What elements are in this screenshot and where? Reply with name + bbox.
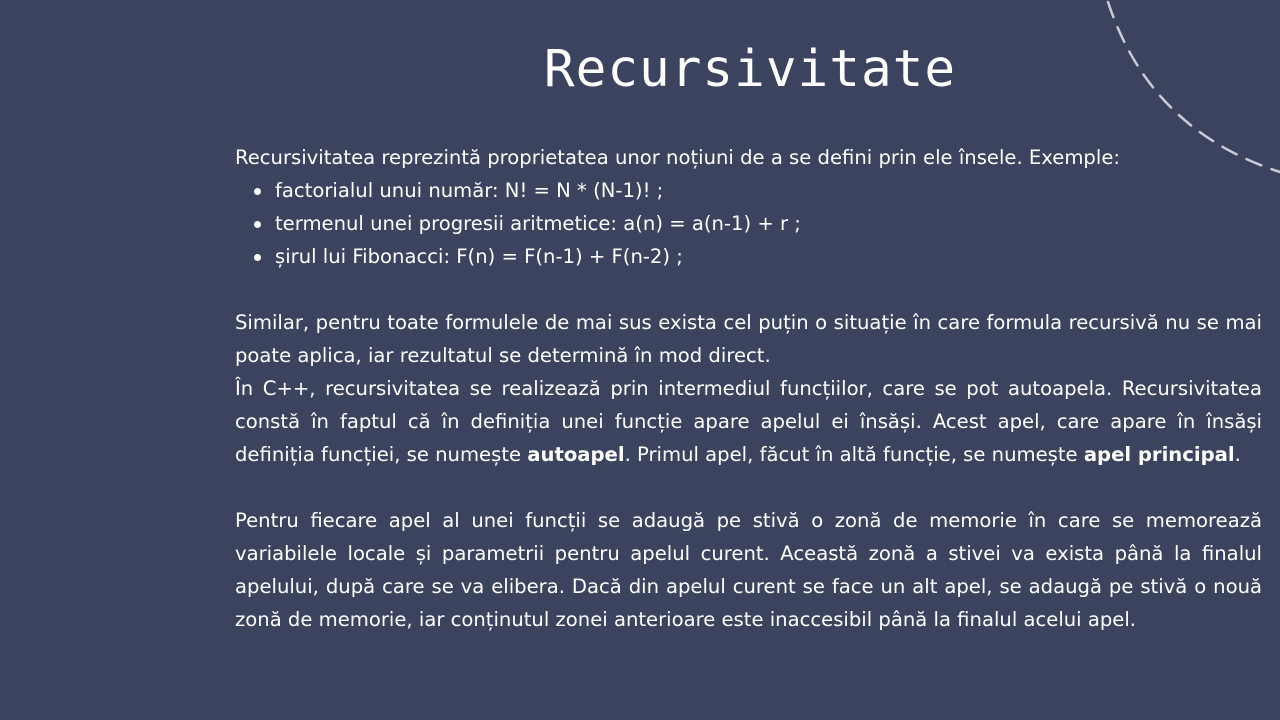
term-autoapel: autoapel	[527, 443, 625, 466]
paragraph-cpp	[235, 372, 1262, 471]
paragraph-cpp-text: În C++, recursivitatea se realizează prin intermediul funcțiilor, care se pot autoapela. Recursivitatea constă în faptul că în definiția unei funcție apare apelul ei însăși. Acest apel, care apare în însăși definiția funcției, se numește	[235, 377, 1262, 466]
intro-text: Recursivitatea reprezintă proprietatea unor noțiuni de a se defini prin ele însele. Exemple:	[235, 146, 1120, 169]
list-item: șirul lui Fibonacci: F(n) = F(n-1) + F(n-2) ;	[275, 240, 1262, 273]
slide-body	[235, 141, 1262, 636]
slide-title: Recursivitate	[543, 40, 957, 99]
paragraph-stack: Pentru fiecare apel al unei funcții se adaugă pe stivă o zonă de memorie în care se memorează variabilele locale și parametrii pentru apelul curent. Această zonă a stivei va exista până la finalul apelului, după care se va elibera. Dacă din apelul curent se face un alt apel, se adaugă pe stivă o nouă zonă de memorie, iar conținutul zonei anterioare este inaccesibil până la finalul acelui apel.	[235, 509, 1262, 631]
list-item: factorialul unui număr: N! = N * (N-1)! ;	[275, 174, 1262, 207]
paragraph-cpp-text: .	[1234, 443, 1241, 466]
examples-list	[235, 174, 1262, 273]
paragraph-similar: Similar, pentru toate formulele de mai sus exista cel puțin o situație în care formula recursivă nu se mai poate aplica, iar rezultatul se determină în mod direct.	[235, 311, 1262, 367]
paragraph-cpp-text: . Primul apel, făcut în altă funcție, se numește	[624, 443, 1084, 466]
spacer	[235, 471, 1262, 504]
term-apel-principal: apel principal	[1083, 443, 1235, 466]
spacer	[235, 273, 1262, 306]
list-item: termenul unei progresii aritmetice: a(n) = a(n-1) + r ;	[275, 207, 1262, 240]
